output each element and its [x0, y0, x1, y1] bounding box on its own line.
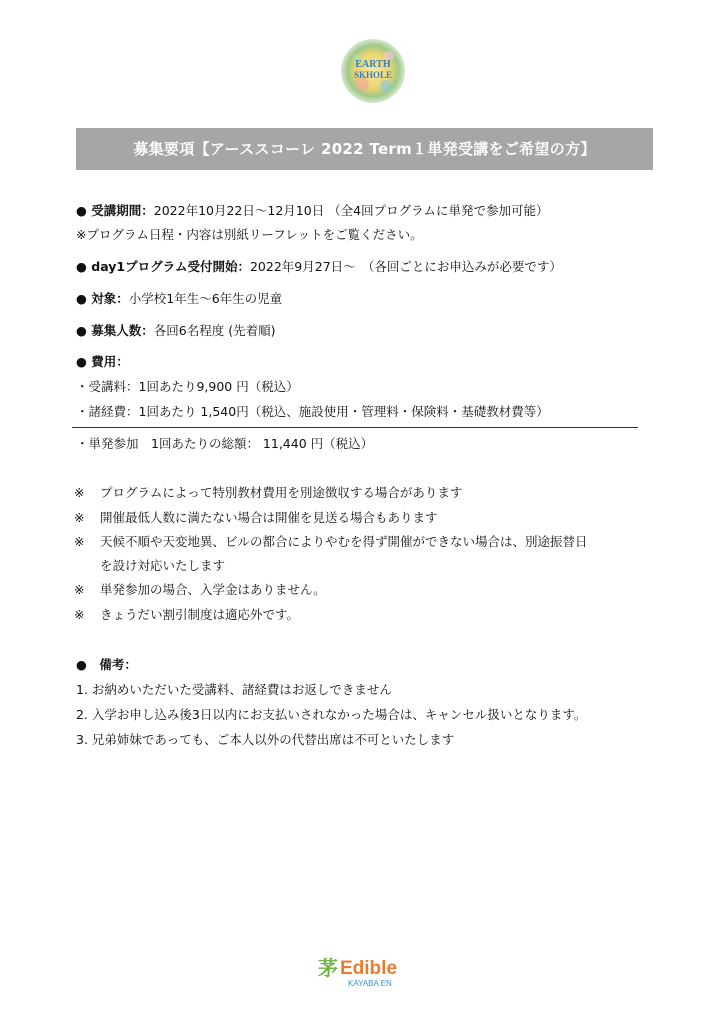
note-mark: ※ [74, 607, 85, 622]
schedule-note: ※プログラム日程・内容は別紙リーフレットをご覧ください。 [76, 227, 423, 242]
period-label: ● 受講期間： [76, 203, 154, 218]
remark-item: 3. 兄弟姉妹であっても、ご本人以外の代替出席は不可といたします [76, 732, 455, 747]
note-mark: ※ [74, 534, 85, 549]
note-text: きょうだい割引制度は適応外です。 [100, 607, 300, 622]
note-mark: ※ [74, 485, 85, 500]
note-item [74, 534, 588, 550]
logo-line1: EARTH [355, 59, 391, 70]
note-mark: ※ [74, 510, 85, 525]
period-row [76, 203, 549, 219]
logo-main: Edible [340, 958, 398, 979]
target-row [76, 291, 282, 307]
note-item [74, 485, 462, 501]
earth-skhole-logo [340, 38, 406, 104]
capacity-label: ● 募集人数： [76, 323, 154, 338]
capacity-value: 各回6名程度 (先着順) [153, 323, 276, 338]
capacity-row [76, 323, 275, 339]
note-text-continued: を設け対応いたします [100, 558, 226, 573]
remark-item: 2. 入学お申し込み後3日以内にお支払いされなかった場合は、キャンセル扱いとなります。 [76, 707, 587, 722]
remarks-label: ● 備考： [76, 657, 137, 672]
fees-label: ● 費用： [76, 354, 129, 369]
note-text: 天候不順や天変地異、ビルの都合によりやむを得ず開催ができない場合は、別途振替日 [100, 534, 588, 549]
day1-value: 2022年9月27日～ （各回ごとにお申込みが必要です） [249, 259, 562, 274]
remark-item: 1. お納めいただいた受講料、諸経費はお返しできません [76, 682, 392, 697]
divider [72, 427, 638, 428]
note-text: プログラムによって特別教材費用を別途徴収する場合があります [100, 485, 463, 500]
target-label: ● 対象： [76, 291, 129, 306]
note-text: 単発参加の場合、入学金はありません。 [100, 582, 326, 597]
fee-item: ・受講料：1回あたり9,900 円（税込） [76, 379, 299, 394]
note-mark: ※ [74, 582, 85, 597]
day1-label: ● day1プログラム受付開始： [76, 259, 250, 274]
fee-total: ・単発参加 1回あたりの総額： 11,440 円（税込） [76, 436, 374, 451]
target-value: 小学校1年生～6年生の児童 [128, 291, 283, 306]
note-text: 開催最低人数に満たない場合は開催を見送る場合もあります [100, 510, 438, 525]
page-title: 募集要項【アーススコーレ 2022 Term１単発受講をご希望の方】 [76, 128, 653, 170]
day1-row [76, 259, 562, 275]
logo-sub: KAYABA EN [348, 979, 392, 988]
note-item [74, 582, 326, 598]
fee-item: ・諸経費：1回あたり 1,540円（税込、施設使用・管理料・保険料・基礎教材費等） [76, 404, 549, 419]
logo-glyph: 茅 [318, 956, 338, 980]
edible-kayaba-en-logo [318, 953, 413, 989]
note-item [74, 510, 438, 526]
logo-line2: SKHOLE [353, 70, 393, 80]
period-value: 2022年10月22日～12月10日 （全4回プログラムに単発で参加可能） [153, 203, 549, 218]
note-item [74, 607, 299, 623]
